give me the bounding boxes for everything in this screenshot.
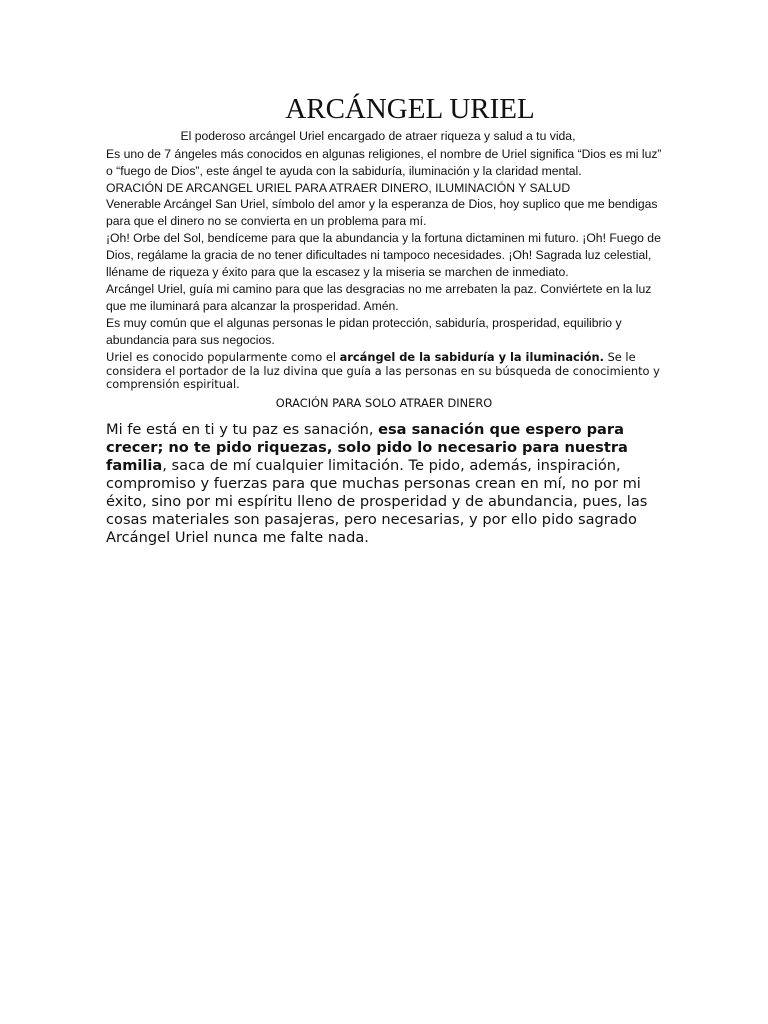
money-prayer-heading: ORACIÓN PARA SOLO ATRAER DINERO (275, 396, 493, 410)
description-paragraph: Es uno de 7 ángeles más conocidos en algunas religiones, el nombre de Uriel significa “Dios es mi luz” o “fuego de Dios”, este ángel te ayuda con la sabiduría, iluminación y la claridad mental. (106, 147, 662, 178)
uriel-known-text: Uriel es conocido popularmente como el (106, 350, 340, 364)
prayer-paragraph: Arcángel Uriel, guía mi camino para que las desgracias no me arrebaten la paz. Conviértete en la luz que me iluminará para alcanzar la prosperidad. Amén. (106, 282, 652, 313)
uriel-known-paragraph (106, 351, 661, 392)
prayer-body (106, 196, 666, 349)
final-prayer-paragraph (106, 421, 662, 547)
uriel-known-text-end: Se le considera el portador de la luz divina que guía a las personas en su búsqueda de conocimiento y comprensión espiritual. (106, 350, 660, 391)
prayer-heading: ORACIÓN DE ARCANGEL URIEL PARA ATRAER DINERO, ILUMINACIÓN Y SALUD (106, 181, 571, 195)
final-prayer-bold: esa sanación que espero para crecer; no te pido riquezas, solo pido lo necesario para nuestra familia (106, 421, 628, 474)
final-prayer-text-end: , saca de mí cualquier limitación. Te pido, además, inspiración, compromiso y fuerzas para que muchas personas crean en mí, no por mi éxito, sino por mi espíritu lleno de prosperidad y de abundancia, pues, las cosas materiales son pasajeras, pero necesarias, y por ello pido sagrado Arcángel Uriel nunca me falte nada. (106, 457, 648, 546)
intro-line: El poderoso arcángel Uriel encargado de atraer riqueza y salud a tu vida, (180, 129, 576, 143)
uriel-known-bold: arcángel de la sabiduría y la iluminación. (339, 350, 604, 364)
document-title: ARCÁNGEL URIEL (285, 93, 535, 125)
prayer-paragraph: Venerable Arcángel San Uriel, símbolo del amor y la esperanza de Dios, hoy suplico que me bendigas para que el dinero no se convierta en un problema para mí. (106, 197, 658, 228)
prayer-paragraph: ¡Oh! Orbe del Sol, bendíceme para que la abundancia y la fortuna dictaminen mi futuro. ¡Oh! Fuego de Dios, regálame la gracia de no tener dificultades ni tampoco necesidades. ¡Oh! Sagrada luz celestial, lléname de riqueza y éxito para que la escasez y la miseria se marchen de inmediato. (106, 231, 661, 279)
prayer-paragraph: Es muy común que el algunas personas le pidan protección, sabiduría, prosperidad, equilibrio y abundancia para sus negocios. (106, 316, 622, 347)
final-prayer-text: Mi fe está en ti y tu paz es sanación, (106, 421, 379, 438)
